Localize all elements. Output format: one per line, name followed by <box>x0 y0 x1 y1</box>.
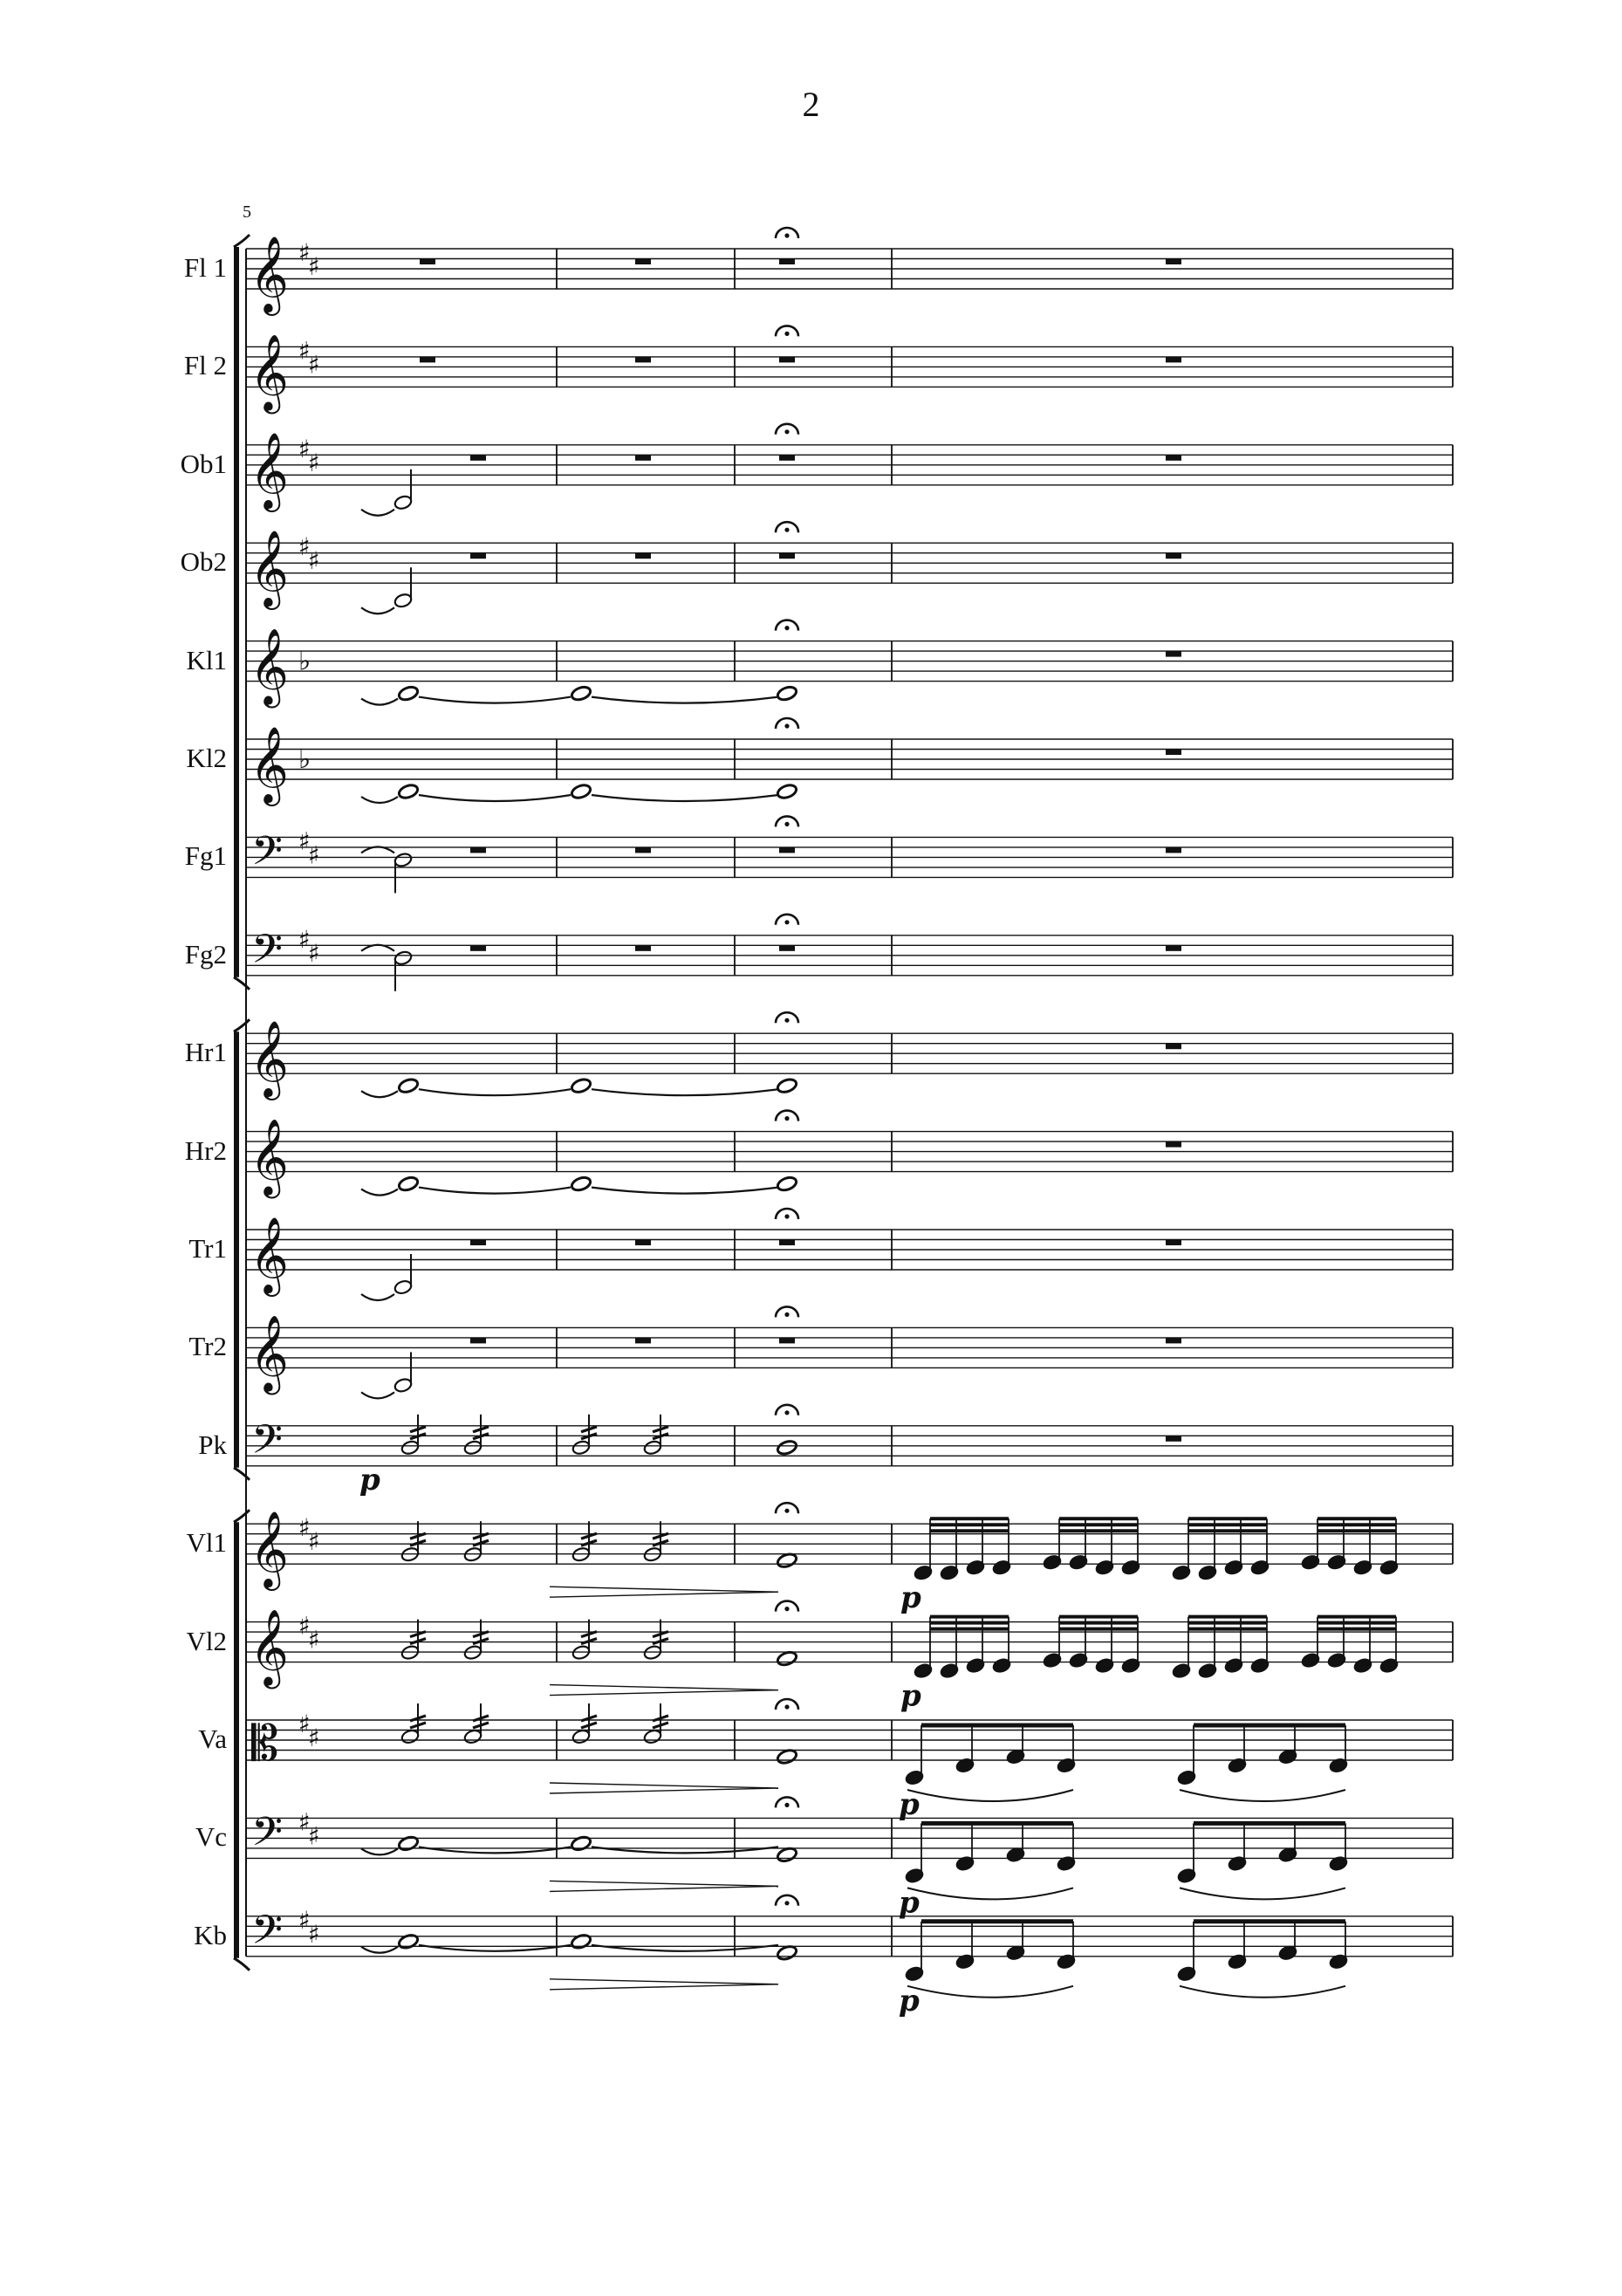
rest <box>1166 1240 1181 1246</box>
tie <box>592 1089 778 1095</box>
instrument-label-tr2: Tr2 <box>188 1331 227 1362</box>
treble-clef-icon: 𝄞 <box>250 1313 289 1392</box>
note-head <box>643 1439 662 1456</box>
key-sharp-icon: ♯ <box>308 350 320 380</box>
rest <box>1166 651 1181 657</box>
note-head <box>394 1279 413 1296</box>
tie <box>419 1188 571 1194</box>
fermata-dot <box>784 1410 789 1415</box>
key-sharp-icon: ♯ <box>298 532 311 562</box>
instrument-label-fl2: Fl 2 <box>183 350 227 381</box>
key-sharp-icon: ♯ <box>308 938 320 968</box>
note-head <box>397 1933 419 1950</box>
slur <box>1180 1888 1345 1899</box>
note-head <box>571 1729 591 1745</box>
tie <box>361 1947 398 1953</box>
instrument-label-pk: Pk <box>198 1429 227 1460</box>
note-head <box>570 1175 592 1193</box>
note-head <box>397 1077 419 1094</box>
page-number: 2 <box>802 85 820 124</box>
note-head <box>394 593 413 609</box>
rest <box>635 259 651 265</box>
key-sharp-icon: ♯ <box>298 1611 311 1641</box>
slur <box>907 1888 1073 1899</box>
hairpin-line <box>550 1592 778 1597</box>
tie <box>361 1189 398 1196</box>
instrument-label-kl1: Kl1 <box>186 644 227 675</box>
fermata-dot <box>784 920 789 924</box>
hairpin-line <box>550 1881 778 1886</box>
rest <box>779 1240 795 1246</box>
key-sharp-icon: ♯ <box>298 924 311 954</box>
treble-clef-icon: 𝄞 <box>250 430 289 509</box>
hairpin-line <box>550 1788 778 1793</box>
treble-clef-icon: 𝄞 <box>250 235 289 312</box>
rest <box>779 259 795 265</box>
instrument-label-ob2: Ob2 <box>180 546 227 578</box>
hairpin-line <box>550 1783 778 1788</box>
dynamic-piano: p <box>899 1885 920 1921</box>
slur <box>1180 1790 1345 1801</box>
note-head <box>643 1729 662 1745</box>
note-head <box>570 1835 592 1853</box>
note-head <box>776 685 797 703</box>
tie <box>361 607 394 613</box>
tie <box>361 510 394 516</box>
fermata-dot <box>784 1803 789 1807</box>
rest <box>1166 1141 1181 1148</box>
note-head <box>776 783 797 800</box>
rest <box>420 259 435 265</box>
bracket-hook <box>234 1958 250 1970</box>
key-sharp-icon: ♯ <box>298 1710 311 1738</box>
hairpin-line <box>550 1979 778 1984</box>
rest <box>779 847 795 853</box>
key-sharp-icon: ♯ <box>298 336 311 366</box>
alto-clef-icon: 𝄡 <box>251 1716 279 1772</box>
tie <box>361 1091 398 1097</box>
treble-clef-icon: 𝄞 <box>250 1510 289 1588</box>
slur <box>907 1790 1073 1801</box>
treble-clef-icon: 𝄞 <box>250 1019 289 1098</box>
hairpin-line <box>550 1886 778 1891</box>
fermata-dot <box>784 626 789 630</box>
rest <box>635 553 651 559</box>
instrument-label-vl1: Vl1 <box>186 1527 227 1559</box>
bracket-hook <box>234 977 250 990</box>
key-sharp-icon: ♯ <box>308 546 320 576</box>
key-sharp-icon: ♯ <box>308 1625 320 1655</box>
key-sharp-icon: ♯ <box>298 238 311 267</box>
key-sharp-icon: ♯ <box>298 434 311 463</box>
slur <box>907 1986 1073 1998</box>
bracket-hook <box>234 235 250 247</box>
rest <box>1166 455 1181 461</box>
rest <box>470 455 486 461</box>
rest <box>420 357 435 363</box>
note-head <box>463 1439 482 1456</box>
note-head <box>394 949 413 966</box>
rest <box>1166 1338 1181 1344</box>
treble-clef-icon: 𝄞 <box>250 725 289 803</box>
tie <box>592 1188 778 1194</box>
bass-clef-icon: 𝄢 <box>251 1906 284 1964</box>
bracket-hook <box>234 1468 250 1480</box>
hairpin-line <box>550 1690 778 1696</box>
instrument-label-vc: Vc <box>195 1821 227 1853</box>
rest <box>1166 553 1181 559</box>
tie <box>361 1392 394 1398</box>
fermata-dot <box>784 1312 789 1317</box>
note-head <box>394 494 413 511</box>
rest <box>1166 1436 1181 1442</box>
key-sharp-icon: ♯ <box>298 1807 311 1837</box>
rest <box>470 847 486 853</box>
note-head <box>571 1439 591 1456</box>
key-sharp-icon: ♯ <box>298 1513 311 1543</box>
bracket-hook <box>234 1510 250 1522</box>
note-head <box>570 1077 592 1094</box>
fermata-dot <box>784 528 789 532</box>
note-head <box>570 783 592 800</box>
instrument-label-tr1: Tr1 <box>188 1233 227 1264</box>
hairpin-line <box>550 1685 778 1690</box>
dynamic-piano: p <box>900 1580 921 1616</box>
bracket-hook <box>234 1019 250 1031</box>
instrument-label-va: Va <box>198 1724 227 1754</box>
note-head <box>570 1933 592 1950</box>
measure-number: 5 <box>243 202 251 222</box>
rest <box>1166 259 1181 265</box>
key-sharp-icon: ♯ <box>308 1724 320 1752</box>
bass-clef-icon: 𝄢 <box>251 925 284 983</box>
fermata-dot <box>784 332 789 336</box>
instrument-label-kb: Kb <box>194 1919 227 1950</box>
instrument-label-hr1: Hr1 <box>184 1037 227 1068</box>
key-sharp-icon: ♯ <box>308 448 320 477</box>
rest <box>779 455 795 461</box>
tie <box>592 697 778 703</box>
treble-clef-icon: 𝄞 <box>250 627 289 705</box>
treble-clef-icon: 𝄞 <box>250 1607 289 1686</box>
rest <box>635 1240 651 1246</box>
tie <box>592 795 778 801</box>
note-head <box>397 685 419 703</box>
instrument-label-vl2: Vl2 <box>186 1625 227 1656</box>
dynamic-piano: p <box>899 1787 920 1822</box>
instrument-label-hr2: Hr2 <box>184 1134 227 1166</box>
note-head <box>397 1835 419 1853</box>
fermata-dot <box>784 723 789 728</box>
note-head <box>394 1377 413 1394</box>
fermata-dot <box>784 1901 789 1905</box>
key-sharp-icon: ♯ <box>298 1905 311 1935</box>
fermata-dot <box>784 429 789 434</box>
rest <box>779 357 795 363</box>
key-sharp-icon: ♯ <box>298 826 311 856</box>
dynamic-piano: p <box>359 1462 380 1498</box>
note-head <box>400 1729 420 1745</box>
treble-clef-icon: 𝄞 <box>250 1216 289 1293</box>
note-head <box>570 685 592 703</box>
key-sharp-icon: ♯ <box>308 1821 320 1851</box>
rest <box>1166 945 1181 951</box>
slur <box>1180 1986 1345 1998</box>
fermata-dot <box>784 1116 789 1121</box>
note-head <box>394 852 413 868</box>
treble-clef-icon: 𝄞 <box>250 529 289 607</box>
hairpin-line <box>550 1984 778 1990</box>
fermata-dot <box>784 1214 789 1218</box>
rest <box>470 945 486 951</box>
rest <box>635 357 651 363</box>
instrument-label-kl2: Kl2 <box>186 743 227 773</box>
fermata-dot <box>784 1509 789 1513</box>
fermata-dot <box>784 822 789 826</box>
note-head <box>776 1175 797 1193</box>
tie <box>361 1294 394 1300</box>
tie <box>361 797 398 803</box>
tie <box>361 1848 398 1854</box>
instrument-label-fg1: Fg1 <box>184 840 227 872</box>
rest <box>635 847 651 853</box>
dynamic-piano: p <box>899 1983 920 2018</box>
bass-clef-icon: 𝄢 <box>251 1415 284 1473</box>
note-head <box>400 1439 420 1456</box>
note-head <box>397 783 419 800</box>
key-flat-icon: ♭ <box>298 744 311 775</box>
tie <box>419 795 571 801</box>
fermata-dot <box>784 1018 789 1023</box>
fermata-dot <box>784 233 789 237</box>
rest <box>1166 750 1181 756</box>
rest <box>1166 1044 1181 1050</box>
rest <box>1166 357 1181 363</box>
rest <box>779 553 795 559</box>
tie <box>361 699 398 705</box>
bass-clef-icon: 𝄢 <box>251 1808 284 1866</box>
note-head <box>397 1175 419 1193</box>
rest <box>635 1338 651 1344</box>
hairpin-line <box>550 1587 778 1592</box>
key-sharp-icon: ♯ <box>308 840 320 870</box>
rest <box>470 553 486 559</box>
note-head <box>463 1729 482 1745</box>
rest <box>1166 847 1181 853</box>
rest <box>635 455 651 461</box>
instrument-label-ob1: Ob1 <box>180 448 227 479</box>
key-sharp-icon: ♯ <box>308 1527 320 1557</box>
tie <box>419 697 571 703</box>
key-sharp-icon: ♯ <box>308 1919 320 1949</box>
rest <box>470 1240 486 1246</box>
treble-clef-icon: 𝄞 <box>250 332 289 411</box>
instrument-label-fl1: Fl 1 <box>183 252 227 283</box>
rest <box>779 945 795 951</box>
bass-clef-icon: 𝄢 <box>251 827 284 885</box>
rest <box>779 1338 795 1344</box>
rest <box>470 1338 486 1344</box>
instrument-label-fg2: Fg2 <box>184 938 227 970</box>
fermata-dot <box>784 1607 789 1611</box>
note-head <box>776 1439 797 1456</box>
tie <box>419 1089 571 1095</box>
key-flat-icon: ♭ <box>298 646 311 677</box>
fermata-dot <box>784 1704 789 1709</box>
key-sharp-icon: ♯ <box>308 252 320 281</box>
dynamic-piano: p <box>900 1678 921 1714</box>
rest <box>635 945 651 951</box>
treble-clef-icon: 𝄞 <box>250 1117 289 1196</box>
note-head <box>776 1077 797 1094</box>
